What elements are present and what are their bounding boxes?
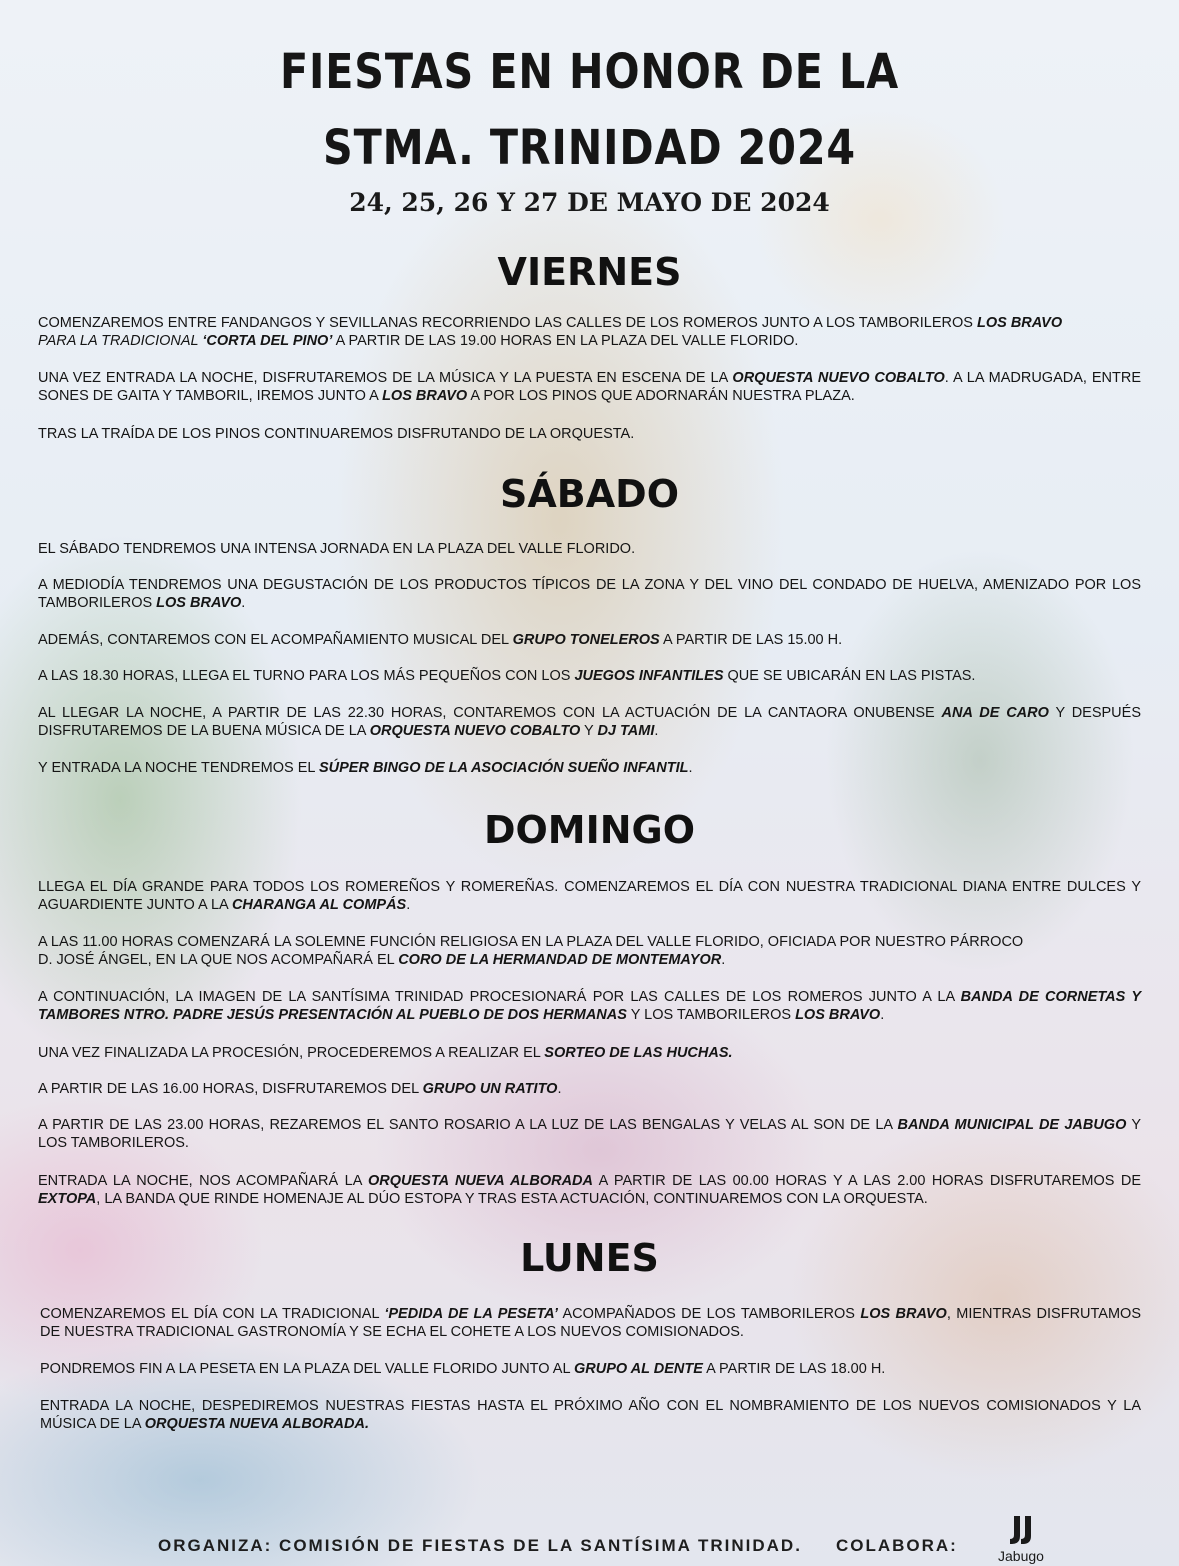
footer-colabora: COLABORA: [835, 1536, 958, 1555]
sabado-paragraph-5: AL LLEGAR LA NOCHE, A PARTIR DE LAS 22.30 HORAS, CONTAREMOS CON LA ACTUACIÓN DE LA CANTAORA ONUBENSE ANA DE CARO Y DESPUÉS DISFRUTAREMOS DE LA BUENA MÚSICA DE LA ORQUESTA NUEVO COBALTO Y DJ TAMI. [38, 705, 1141, 739]
day-heading-sabado: SÁBADO [500, 472, 679, 516]
event-dates: 24, 25, 26 Y 27 DE MAYO DE 2024 [349, 188, 830, 217]
title-line-1: FIESTAS EN HONOR DE LA [279, 44, 900, 100]
footer-organiza: ORGANIZA: COMISIÓN DE FIESTAS DE LA SANTÍSIMA TRINIDAD. [158, 1536, 802, 1555]
sabado-paragraph-6: Y ENTRADA LA NOCHE TENDREMOS EL SÚPER BINGO DE LA ASOCIACIÓN SUEÑO INFANTIL. [38, 760, 693, 776]
jabugo-logo-icon [1006, 1514, 1040, 1548]
sabado-paragraph-1: EL SÁBADO TENDREMOS UNA INTENSA JORNADA EN LA PLAZA DEL VALLE FLORIDO. [38, 541, 636, 557]
title-line-2: STMA. TRINIDAD 2024 [322, 120, 857, 176]
jabugo-logo [996, 1514, 1058, 1566]
day-heading-lunes: LUNES [520, 1236, 659, 1280]
domingo-paragraph-1: LLEGA EL DÍA GRANDE PARA TODOS LOS ROMEREÑOS Y ROMEREÑAS. COMENZAREMOS EL DÍA CON NUESTRA TRADICIONAL DIANA ENTRE DULCES Y AGUARDIENTE JUNTO A LA CHARANGA AL COMPÁS. [38, 879, 1141, 913]
sabado-paragraph-3: ADEMÁS, CONTAREMOS CON EL ACOMPAÑAMIENTO MUSICAL DEL GRUPO TONELEROS A PARTIR DE LAS 15.00 H. [38, 632, 843, 648]
day-heading-viernes: VIERNES [497, 250, 682, 294]
sabado-paragraph-2: A MEDIODÍA TENDREMOS UNA DEGUSTACIÓN DE LOS PRODUCTOS TÍPICOS DE LA ZONA Y DEL VINO DEL CONDADO DE HUELVA, AMENIZADO POR LOS TAMBORILEROS LOS BRAVO. [38, 577, 1141, 611]
sabado-paragraph-4: A LAS 18.30 HORAS, LLEGA EL TURNO PARA LOS MÁS PEQUEÑOS CON LOS JUEGOS INFANTILES QUE SE UBICARÁN EN LAS PISTAS. [38, 668, 976, 684]
viernes-paragraph-3: TRAS LA TRAÍDA DE LOS PINOS CONTINUAREMOS DISFRUTANDO DE LA ORQUESTA. [38, 426, 635, 442]
jabugo-logo-text: Jabugo [998, 1548, 1044, 1564]
lunes-paragraph-3: ENTRADA LA NOCHE, DESPEDIREMOS NUESTRAS FIESTAS HASTA EL PRÓXIMO AÑO CON EL NOMBRAMIENTO DE LOS NUEVOS COMISIONADOS Y LA MÚSICA DE LA ORQUESTA NUEVA ALBORADA. [40, 1398, 1141, 1432]
domingo-paragraph-6: A PARTIR DE LAS 23.00 HORAS, REZAREMOS EL SANTO ROSARIO A LA LUZ DE LAS BENGALAS Y VELAS AL SON DE LA BANDA MUNICIPAL DE JABUGO Y LOS TAMBORILEROS. [38, 1117, 1141, 1151]
viernes-paragraph-2: UNA VEZ ENTRADA LA NOCHE, DISFRUTAREMOS DE LA MÚSICA Y LA PUESTA EN ESCENA DE LA ORQUESTA NUEVO COBALTO. A LA MADRUGADA, ENTRE SONES DE GAITA Y TAMBORIL, IREMOS JUNTO A LOS BRAVO A POR LOS PINOS QUE ADORNARÁN NUESTRA PLAZA. [38, 370, 1142, 404]
viernes-paragraph-1: COMENZAREMOS ENTRE FANDANGOS Y SEVILLANAS RECORRIENDO LAS CALLES DE LOS ROMEROS JUNTO A LOS TAMBORILEROS LOS BRAVO PARA LA TRADICIONAL ‘CORTA DEL PINO’ A PARTIR DE LAS 19.00 HORAS EN LA PLAZA DEL VALLE FLORIDO. [38, 315, 1063, 349]
footer-credits [158, 1536, 958, 1556]
lunes-paragraph-2: PONDREMOS FIN A LA PESETA EN LA PLAZA DEL VALLE FLORIDO JUNTO AL GRUPO AL DENTE A PARTIR DE LAS 18.00 H. [40, 1361, 886, 1377]
day-heading-domingo: DOMINGO [483, 808, 696, 852]
domingo-paragraph-5: A PARTIR DE LAS 16.00 HORAS, DISFRUTAREMOS DEL GRUPO UN RATITO. [38, 1081, 562, 1097]
domingo-paragraph-7: ENTRADA LA NOCHE, NOS ACOMPAÑARÁ LA ORQUESTA NUEVA ALBORADA A PARTIR DE LAS 00.00 HORAS Y A LAS 2.00 HORAS DISFRUTAREMOS DE EXTOPA, LA BANDA QUE RINDE HOMENAJE AL DÚO ESTOPA Y TRAS ESTA ACTUACIÓN, CONTINUAREMOS CON LA ORQUESTA. [38, 1173, 1141, 1207]
domingo-paragraph-4: UNA VEZ FINALIZADA LA PROCESIÓN, PROCEDEREMOS A REALIZAR EL SORTEO DE LAS HUCHAS. [38, 1045, 733, 1061]
lunes-paragraph-1: COMENZAREMOS EL DÍA CON LA TRADICIONAL ‘PEDIDA DE LA PESETA’ ACOMPAÑADOS DE LOS TAMBORILEROS LOS BRAVO, MIENTRAS DISFRUTAMOS DE NUESTRA TRADICIONAL GASTRONOMÍA Y SE ECHA EL COHETE A LOS NUEVOS COMISIONADOS. [40, 1306, 1141, 1340]
domingo-paragraph-2: A LAS 11.00 HORAS COMENZARÁ LA SOLEMNE FUNCIÓN RELIGIOSA EN LA PLAZA DEL VALLE FLORIDO, OFICIADA POR NUESTRO PÁRROCO D. JOSÉ ÁNGEL, EN LA QUE NOS ACOMPAÑARÁ EL CORO DE LA HERMANDAD DE MONTEMAYOR. [38, 934, 1024, 968]
domingo-paragraph-3: A CONTINUACIÓN, LA IMAGEN DE LA SANTÍSIMA TRINIDAD PROCESIONARÁ POR LAS CALLES DE LOS ROMEROS JUNTO A LA BANDA DE CORNETAS Y TAMBORES NTRO. PADRE JESÚS PRESENTACIÓN AL PUEBLO DE DOS HERMANAS Y LOS TAMBORILEROS LOS BRAVO. [38, 989, 1141, 1023]
